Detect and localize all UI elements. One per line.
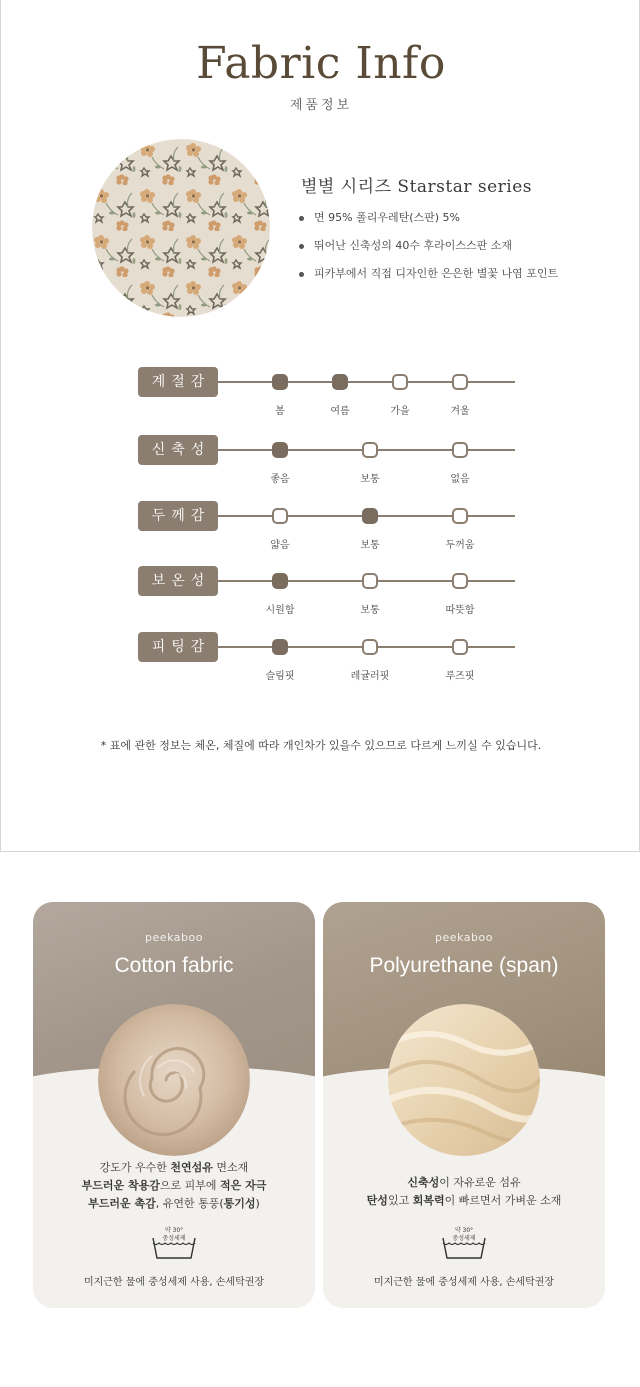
scale-option-label: 보통 [360, 540, 380, 551]
scale-marker [452, 374, 468, 390]
scale-marker [452, 573, 468, 589]
scale-option-label: 시원함 [265, 605, 295, 616]
bullet-icon [299, 244, 304, 249]
scale-marker [332, 374, 348, 390]
scale-option-label: 없음 [450, 474, 470, 485]
hand-wash-icon [439, 1224, 489, 1260]
scale-marker [272, 573, 288, 589]
bullet-icon [299, 216, 304, 221]
scale-marker [362, 573, 378, 589]
disclaimer-note: * 표에 관한 정보는 체온, 체질에 따라 개인차가 있을수 있으므로 다르게 느끼실 수 있습니다. [100, 739, 542, 752]
span-fabric-waves-icon [388, 1004, 540, 1156]
scale-marker [392, 374, 408, 390]
wash-instruction: 미지근한 물에 중성세제 사용, 손세탁권장 [83, 1277, 265, 1288]
brand-logo: peekaboo [435, 931, 493, 944]
wash-detergent-label: 중성세제 [452, 1235, 476, 1242]
feature-item: 피카부에서 직접 디자인한 은은한 별꽃 나염 포인트 [299, 266, 558, 294]
page-title: Fabric Info [196, 38, 446, 89]
scale-option-label: 슬림핏 [265, 671, 295, 682]
description-line: 탄성있고 회복력이 빠르면서 가벼운 소재 [366, 1194, 562, 1207]
scale-marker [272, 639, 288, 655]
floral-fabric-swatch-image [92, 139, 270, 317]
scale-label: 보온성 [138, 566, 218, 596]
scale-marker [452, 508, 468, 524]
scale-marker [362, 442, 378, 458]
wash-temp-label: 약 30° [164, 1227, 184, 1234]
scale-option-label: 가을 [390, 406, 410, 417]
scale-option-label: 따뜻함 [445, 605, 475, 616]
scale-row-fit [138, 632, 518, 682]
hand-wash-icon [149, 1224, 199, 1260]
card-title: Cotton fabric [114, 954, 234, 977]
polyurethane-fabric-card [323, 902, 605, 1308]
scale-marker [272, 442, 288, 458]
bullet-icon [299, 272, 304, 277]
scale-option-label: 겨울 [450, 406, 470, 417]
scale-marker [362, 508, 378, 524]
scale-marker [452, 639, 468, 655]
scale-marker [362, 639, 378, 655]
scale-option-label: 봄 [275, 406, 285, 417]
feature-list [299, 210, 558, 294]
scale-marker [272, 374, 288, 390]
card-title: Polyurethane (span) [369, 954, 559, 977]
scale-option-label: 레귤러핏 [350, 671, 390, 682]
description-line: 강도가 우수한 천연섬유 면소재 [99, 1161, 249, 1174]
scale-label: 두께감 [138, 501, 218, 531]
scale-row-warmth [138, 566, 518, 616]
scale-label: 계절감 [138, 367, 218, 397]
scale-option-label: 보통 [360, 474, 380, 485]
scale-option-label: 루즈핏 [445, 671, 475, 682]
scale-label: 신축성 [138, 435, 218, 465]
description-line: 신축성이 자유로운 섬유 [407, 1176, 521, 1189]
scale-option-label: 얇음 [270, 540, 290, 551]
scale-marker [452, 442, 468, 458]
wash-detergent-label: 중성세제 [162, 1235, 186, 1242]
feature-item: 면 95% 폴리우레탄(스판) 5% [299, 210, 558, 238]
scale-row-season [138, 367, 518, 417]
card-description [33, 1159, 315, 1213]
scale-marker [272, 508, 288, 524]
description-line: 부드러운 촉감, 유연한 통풍(통기성) [88, 1197, 260, 1210]
scale-option-label: 두꺼움 [445, 540, 475, 551]
scale-label: 피팅감 [138, 632, 218, 662]
series-name: 별별 시리즈 Starstar series [301, 177, 533, 197]
scale-option-label: 보통 [360, 605, 380, 616]
brand-logo: peekaboo [145, 931, 203, 944]
description-line: 부드러운 착용감으로 피부에 적은 자극 [81, 1179, 267, 1192]
scale-row-stretch [138, 435, 518, 485]
cotton-fabric-swirl-icon [98, 1004, 250, 1156]
wash-instruction: 미지근한 물에 중성세제 사용, 손세탁권장 [373, 1277, 555, 1288]
cotton-fabric-card [33, 902, 315, 1308]
feature-item: 뛰어난 신축성의 40수 후라이스스판 소재 [299, 238, 558, 266]
card-description [323, 1174, 605, 1210]
scale-row-thickness [138, 501, 518, 551]
wash-temp-label: 약 30° [454, 1227, 474, 1234]
page-subtitle: 제품정보 [289, 98, 353, 113]
scale-option-label: 여름 [330, 406, 350, 417]
scale-option-label: 좋음 [270, 474, 290, 485]
scale-line [218, 381, 515, 383]
